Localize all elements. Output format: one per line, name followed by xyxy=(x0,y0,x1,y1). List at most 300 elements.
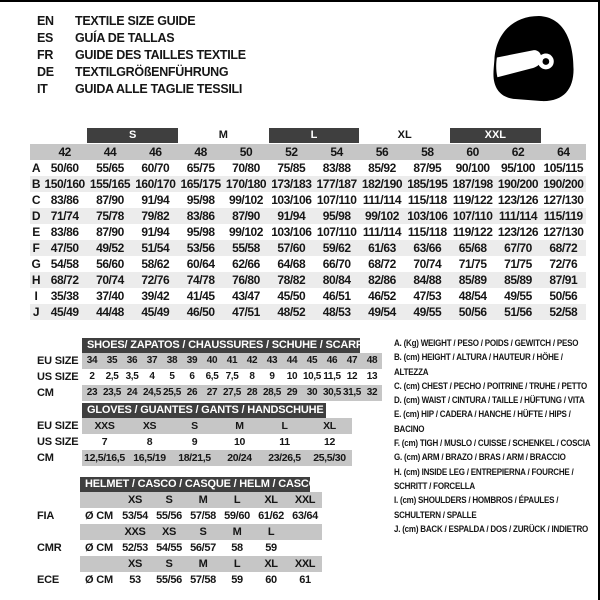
table-cell: 52/53 xyxy=(122,542,148,554)
table-cell: 32 xyxy=(362,385,382,401)
table-cell: 52/58 xyxy=(549,305,578,319)
table-cell: 9 xyxy=(269,371,275,382)
table-cell: 54/58 xyxy=(50,257,79,271)
table-cell: XL xyxy=(254,556,288,572)
table-cell: 99/102 xyxy=(228,225,263,239)
table-cell: 54 xyxy=(330,145,343,159)
table-cell: 23 xyxy=(82,385,102,401)
table-cell: 99/102 xyxy=(364,209,399,223)
table-cell: 103/106 xyxy=(271,193,312,207)
table-cell: 75/78 xyxy=(96,209,124,223)
table-row xyxy=(30,192,586,208)
table-cell: 72/76 xyxy=(141,273,170,287)
table-cell: 72/76 xyxy=(549,257,578,271)
table-cell: 60/70 xyxy=(141,161,170,175)
title-text: GUÍA DE TALLAS xyxy=(75,31,175,45)
legend-item: C. (cm) CHEST / PECHO / POITRINE / TRUHE / PETTO xyxy=(394,380,588,391)
table-cell: 65/68 xyxy=(458,241,487,255)
standard-label: CMR xyxy=(37,542,62,554)
table-cell: M xyxy=(186,556,220,572)
table-cell: 25,5/30 xyxy=(307,450,352,466)
table-cell: 79/82 xyxy=(141,209,170,223)
table-cell: 60/64 xyxy=(186,257,215,271)
table-cell: 45/50 xyxy=(277,289,306,303)
table-cell: XS xyxy=(127,418,172,434)
table-cell: S xyxy=(172,418,217,434)
brand-logo xyxy=(482,13,584,102)
helmet-icon xyxy=(482,13,584,102)
title-block xyxy=(37,13,246,98)
title-text: GUIDA ALLE TAGLIE TESSILI xyxy=(75,82,243,96)
table-cell: 48/53 xyxy=(322,305,351,319)
table-cell: 10 xyxy=(234,436,245,448)
standard-label xyxy=(30,556,80,572)
table-cell: 28,5 xyxy=(262,385,282,401)
standard-label: FIA xyxy=(37,510,55,522)
size-group-xxl: XXL xyxy=(450,128,541,143)
table-cell: 56 xyxy=(375,145,389,159)
table-cell xyxy=(288,540,322,556)
table-cell: 44 xyxy=(282,353,302,369)
table-cell: 115/118 xyxy=(407,193,447,207)
helmet-section-header: HELMET / CASCO / CASQUE / HELM / CASCO xyxy=(80,477,310,492)
table-cell: 165/175 xyxy=(180,177,221,191)
table-cell: 91/94 xyxy=(141,193,170,207)
table-cell: 57/60 xyxy=(277,241,306,255)
table-cell: 37/40 xyxy=(96,289,124,303)
table-cell: 83/86 xyxy=(50,193,79,207)
table-row xyxy=(30,176,586,192)
table-cell: 187/198 xyxy=(452,177,493,191)
table-cell: 91/94 xyxy=(141,225,170,239)
table-cell: L xyxy=(220,492,254,508)
size-number-row xyxy=(30,144,586,160)
shoes-section-header: SHOES/ ZAPATOS / CHAUSSURES / SCHUHE / SCARPE xyxy=(82,338,360,353)
table-cell: 11 xyxy=(279,436,290,448)
table-cell: 61 xyxy=(299,574,311,586)
table-cell: 57/58 xyxy=(190,510,216,522)
table-cell: 68/72 xyxy=(50,273,79,287)
table-cell: 105/115 xyxy=(543,161,584,175)
table-cell: 119/122 xyxy=(452,193,493,207)
table-cell: 111/114 xyxy=(362,193,402,207)
table-cell: 26 xyxy=(182,385,202,401)
table-cell: 31,5 xyxy=(342,385,362,401)
measurement-letter: B xyxy=(31,177,41,191)
table-cell: 41/45 xyxy=(186,289,215,303)
helmet-table-body xyxy=(30,492,322,588)
table-cell: 190/200 xyxy=(543,177,584,191)
shoes-table-body xyxy=(30,353,382,401)
measurement-letter: I xyxy=(34,289,38,303)
table-cell: 8 xyxy=(146,436,153,448)
table-cell: 53 xyxy=(129,574,141,586)
row-label: CM xyxy=(37,452,54,464)
table-row xyxy=(30,492,322,508)
table-cell: 60 xyxy=(466,145,479,159)
table-cell: 95/98 xyxy=(186,225,215,239)
row-label: US SIZE xyxy=(37,436,79,448)
table-cell: 54/55 xyxy=(156,542,182,554)
table-row xyxy=(30,288,586,304)
table-row xyxy=(30,256,586,272)
table-cell: 127/130 xyxy=(543,225,584,239)
diameter-unit-label xyxy=(80,524,118,540)
table-row xyxy=(30,369,382,385)
table-cell: 7 xyxy=(101,436,108,448)
title-text: GUIDE DES TAILLES TEXTILE xyxy=(75,48,246,62)
size-group-xl: XL xyxy=(397,129,412,141)
table-cell: 87/95 xyxy=(413,161,442,175)
table-cell: 84/88 xyxy=(413,273,442,287)
table-cell: 70/74 xyxy=(96,273,124,287)
table-cell: 107/110 xyxy=(316,225,357,239)
size-table-body xyxy=(30,160,586,320)
standard-label xyxy=(30,492,80,508)
table-cell: 45 xyxy=(302,353,322,369)
table-cell: 95/98 xyxy=(322,209,351,223)
table-cell: 25,5 xyxy=(162,385,182,401)
row-label: EU SIZE xyxy=(37,355,79,367)
table-cell: 7,5 xyxy=(225,371,239,382)
table-cell: 61/63 xyxy=(368,241,396,255)
table-cell: 55/58 xyxy=(232,241,260,255)
table-cell: 47/53 xyxy=(413,289,442,303)
table-cell: 39 xyxy=(182,353,202,369)
legend-item: D. (cm) WAIST / CINTURA / TAILLE / HÜFTUNG / VITA xyxy=(394,395,585,406)
table-cell: 39/42 xyxy=(141,289,170,303)
table-row xyxy=(30,353,382,369)
table-cell: 123/126 xyxy=(497,193,539,207)
size-group-header-row xyxy=(30,128,586,143)
table-cell: 115/118 xyxy=(407,225,447,239)
table-cell: 23/26,5 xyxy=(262,450,307,466)
table-cell: L xyxy=(262,418,307,434)
table-cell: 46/51 xyxy=(322,289,351,303)
table-cell: 34 xyxy=(82,353,102,369)
measurement-letter: H xyxy=(31,273,41,287)
table-cell: 35 xyxy=(102,353,122,369)
table-cell: M xyxy=(186,492,220,508)
table-cell: 49/55 xyxy=(504,289,532,303)
standard-label xyxy=(30,524,80,540)
table-cell: 50/56 xyxy=(549,289,578,303)
apparel-size-table xyxy=(30,128,586,320)
table-cell: 45/49 xyxy=(141,305,170,319)
table-row xyxy=(30,556,322,572)
table-cell: 53/54 xyxy=(122,510,148,522)
table-cell: 52 xyxy=(285,145,298,159)
title-line xyxy=(37,30,246,47)
table-cell: 50/56 xyxy=(458,305,487,319)
table-cell: 13 xyxy=(366,371,378,382)
table-cell: 36 xyxy=(122,353,142,369)
table-cell: 8 xyxy=(249,371,255,382)
table-cell: 60 xyxy=(265,574,277,586)
table-row xyxy=(30,524,322,540)
table-cell: 76/80 xyxy=(232,273,260,287)
table-cell: 38 xyxy=(162,353,182,369)
legend-item: H. (cm) INSIDE LEG / ENTREPIERNA / FOURCHE / SCHRITT / FORCELLA xyxy=(394,466,574,491)
table-cell: 119/122 xyxy=(452,225,493,239)
table-cell: 87/91 xyxy=(549,273,578,287)
table-cell: 50 xyxy=(239,145,253,159)
table-cell: 12 xyxy=(346,371,358,382)
table-cell: XL xyxy=(307,418,352,434)
table-cell: 107/110 xyxy=(316,193,357,207)
table-cell: 5 xyxy=(169,371,175,382)
table-cell: 61/62 xyxy=(258,510,284,522)
table-cell: 127/130 xyxy=(543,193,584,207)
measurement-letter: J xyxy=(32,305,40,319)
table-cell: 55/56 xyxy=(156,574,182,586)
table-cell: 123/126 xyxy=(497,225,539,239)
table-cell: 27 xyxy=(202,385,222,401)
table-row xyxy=(30,224,586,240)
table-cell: 30 xyxy=(302,385,322,401)
table-cell: 71/75 xyxy=(504,257,532,271)
table-row xyxy=(30,418,352,434)
table-cell: 80/84 xyxy=(322,273,351,287)
table-cell: 82/86 xyxy=(368,273,396,287)
table-cell: 59 xyxy=(265,542,277,554)
table-cell: 85/92 xyxy=(368,161,396,175)
table-cell: 30,5 xyxy=(322,385,342,401)
table-cell: L xyxy=(220,556,254,572)
table-cell: 46 xyxy=(149,145,162,159)
table-cell: 43 xyxy=(262,353,282,369)
table-cell: 99/102 xyxy=(228,193,263,207)
table-cell: 71/75 xyxy=(458,257,487,271)
measurement-letter: D xyxy=(31,209,41,223)
table-cell: 59/62 xyxy=(322,241,351,255)
language-code: FR xyxy=(37,48,54,62)
table-cell: 63/66 xyxy=(413,241,442,255)
table-cell: XS xyxy=(152,524,186,540)
table-cell: 103/106 xyxy=(271,225,312,239)
table-cell: 44 xyxy=(103,145,117,159)
language-code: EN xyxy=(37,14,54,28)
table-cell: 90/100 xyxy=(455,161,490,175)
language-code: DE xyxy=(37,65,54,79)
table-cell: 85/89 xyxy=(458,273,487,287)
table-row xyxy=(30,434,352,450)
language-code: ES xyxy=(37,31,54,45)
table-cell: S xyxy=(186,524,220,540)
table-cell: 48 xyxy=(362,353,382,369)
table-cell: 11,5 xyxy=(323,371,341,382)
title-text: TEXTILGRÖßENFÜHRUNG xyxy=(75,65,229,79)
table-cell: M xyxy=(220,524,254,540)
table-cell: 56/57 xyxy=(190,542,216,554)
table-row xyxy=(30,240,586,256)
table-cell: 177/187 xyxy=(316,177,357,191)
table-cell xyxy=(288,524,322,540)
measurement-letter: A xyxy=(31,161,41,175)
table-row xyxy=(30,508,322,524)
legend-item: J. (cm) BACK / ESPALDA / DOS / ZURÜCK / INDIETRO xyxy=(394,523,589,534)
table-cell: 56/60 xyxy=(96,257,124,271)
table-cell: 91/94 xyxy=(277,209,306,223)
table-cell: 111/114 xyxy=(498,209,538,223)
table-cell: 48/52 xyxy=(277,305,306,319)
table-cell: S xyxy=(152,556,186,572)
table-cell: XXL xyxy=(288,556,322,572)
table-cell: 58/62 xyxy=(141,257,170,271)
table-cell: 83/86 xyxy=(186,209,215,223)
table-cell: XL xyxy=(254,492,288,508)
table-cell: 40 xyxy=(202,353,222,369)
table-cell: 47/51 xyxy=(232,305,260,319)
table-cell: 62 xyxy=(511,145,525,159)
table-cell: 83/86 xyxy=(50,225,79,239)
gloves-section-header: GLOVES / GUANTES / GANTS / HANDSCHUHE / GUANTI xyxy=(82,403,326,418)
table-row xyxy=(30,160,586,176)
table-row xyxy=(30,572,322,588)
table-cell: 87/90 xyxy=(232,209,260,223)
legend-item: E. (cm) HIP / CADERA / HANCHE / HÜFTE / HIPS / BACINO xyxy=(394,409,571,434)
table-cell: 170/180 xyxy=(225,177,267,191)
table-cell: 160/170 xyxy=(135,177,176,191)
diameter-unit-label: Ø CM xyxy=(85,574,113,586)
table-cell: 107/110 xyxy=(452,209,493,223)
table-row xyxy=(30,272,586,288)
measurement-legend xyxy=(394,336,592,536)
table-cell: 58 xyxy=(421,145,434,159)
title-line xyxy=(37,13,246,30)
measurement-letter: F xyxy=(32,241,40,255)
table-cell: 46/50 xyxy=(186,305,215,319)
diameter-unit-label: Ø CM xyxy=(85,542,113,554)
title-text: TEXTILE SIZE GUIDE xyxy=(75,14,196,28)
table-cell: 78/82 xyxy=(277,273,306,287)
table-cell: 48/54 xyxy=(458,289,487,303)
table-cell: 68/72 xyxy=(368,257,396,271)
table-cell: 173/183 xyxy=(271,177,312,191)
table-cell: 155/165 xyxy=(89,177,131,191)
table-cell: 68/72 xyxy=(549,241,578,255)
table-cell: XXS xyxy=(82,418,127,434)
table-cell: 48 xyxy=(194,145,207,159)
table-cell: 85/89 xyxy=(504,273,532,287)
table-cell: 6,5 xyxy=(205,371,219,382)
table-cell: 37 xyxy=(142,353,162,369)
table-cell: 45/49 xyxy=(50,305,79,319)
table-cell: 67/70 xyxy=(504,241,532,255)
table-cell: 49/55 xyxy=(413,305,442,319)
table-cell: 24,5 xyxy=(142,385,162,401)
table-cell: 62/66 xyxy=(232,257,260,271)
legend-item: G. (cm) ARM / BRAZO / BRAS / ARM / BRACCIO xyxy=(394,452,566,463)
table-cell: 12,5/16,5 xyxy=(82,450,127,466)
table-cell: 150/160 xyxy=(44,177,85,191)
measurement-letter: G xyxy=(31,257,41,271)
row-label: CM xyxy=(37,387,54,399)
table-cell: 55/65 xyxy=(96,161,124,175)
table-cell: XXS xyxy=(118,524,152,540)
table-row xyxy=(30,208,586,224)
table-cell: 47 xyxy=(342,353,362,369)
table-cell: 50/60 xyxy=(50,161,79,175)
table-cell: L xyxy=(254,524,288,540)
table-cell: S xyxy=(152,492,186,508)
table-cell: M xyxy=(217,418,262,434)
table-cell: 95/100 xyxy=(500,161,535,175)
size-group-m: M xyxy=(218,129,228,141)
diameter-unit-label xyxy=(80,556,118,572)
table-cell: 41 xyxy=(222,353,242,369)
table-cell: 9 xyxy=(191,436,198,448)
table-cell: 4 xyxy=(149,371,155,382)
table-cell: 70/74 xyxy=(413,257,442,271)
table-cell: 75/85 xyxy=(277,161,306,175)
table-cell: 58 xyxy=(231,542,243,554)
table-cell: 87/90 xyxy=(96,193,124,207)
table-cell: 57/58 xyxy=(190,574,216,586)
table-cell: 10 xyxy=(286,371,298,382)
table-cell: 49/54 xyxy=(368,305,396,319)
table-cell: 16,5/19 xyxy=(127,450,172,466)
table-cell: 83/88 xyxy=(322,161,351,175)
title-line xyxy=(37,47,246,64)
table-cell: XS xyxy=(118,556,152,572)
helmet-size-section xyxy=(30,477,322,588)
table-cell: XS xyxy=(118,492,152,508)
table-cell: 35/38 xyxy=(50,289,79,303)
table-cell: 42 xyxy=(242,353,262,369)
table-cell: 28 xyxy=(242,385,262,401)
table-cell: 87/90 xyxy=(96,225,124,239)
table-cell: 2,5 xyxy=(105,371,119,382)
table-cell: 64/68 xyxy=(277,257,306,271)
table-cell: 95/98 xyxy=(186,193,215,207)
corner-cell xyxy=(30,144,42,160)
table-cell: 55/56 xyxy=(156,510,182,522)
table-cell: 65/75 xyxy=(186,161,215,175)
table-cell: 190/200 xyxy=(497,177,539,191)
table-cell: 59 xyxy=(231,574,243,586)
table-cell: 18/21,5 xyxy=(172,450,217,466)
legend-item: F. (cm) TIGH / MUSLO / CUISSE / SCHENKEL / COSCIA xyxy=(394,438,591,449)
table-row xyxy=(30,385,382,401)
table-cell: 70/80 xyxy=(232,161,260,175)
table-cell: 185/195 xyxy=(407,177,448,191)
table-cell: 64 xyxy=(557,145,570,159)
table-cell: 44/48 xyxy=(96,305,124,319)
gloves-size-section xyxy=(30,403,373,466)
shoes-size-section xyxy=(30,338,382,401)
table-cell: 2 xyxy=(89,371,95,382)
size-group-l: L xyxy=(269,128,360,143)
measurement-letter: C xyxy=(31,193,41,207)
table-cell: 182/190 xyxy=(361,177,403,191)
table-cell: 51/56 xyxy=(504,305,532,319)
size-group-s: S xyxy=(87,128,178,143)
legend-item: A. (Kg) WEIGHT / PESO / POIDS / GEWITCH / PESO xyxy=(394,338,579,348)
standard-label: ECE xyxy=(37,574,60,586)
table-cell: 47/50 xyxy=(50,241,79,255)
table-row xyxy=(30,540,322,556)
table-cell: 3,5 xyxy=(125,371,139,382)
table-cell: 27,5 xyxy=(222,385,242,401)
legend-item: B. (cm) HEIGHT / ALTURA / HAUTEUR / HÖHE / ALTEZZA xyxy=(394,352,563,377)
table-row xyxy=(30,304,586,320)
language-code: IT xyxy=(37,82,48,96)
table-cell: 74/78 xyxy=(186,273,215,287)
table-cell: 59/60 xyxy=(224,510,250,522)
table-cell: 103/106 xyxy=(407,209,448,223)
table-cell: 49/52 xyxy=(96,241,124,255)
